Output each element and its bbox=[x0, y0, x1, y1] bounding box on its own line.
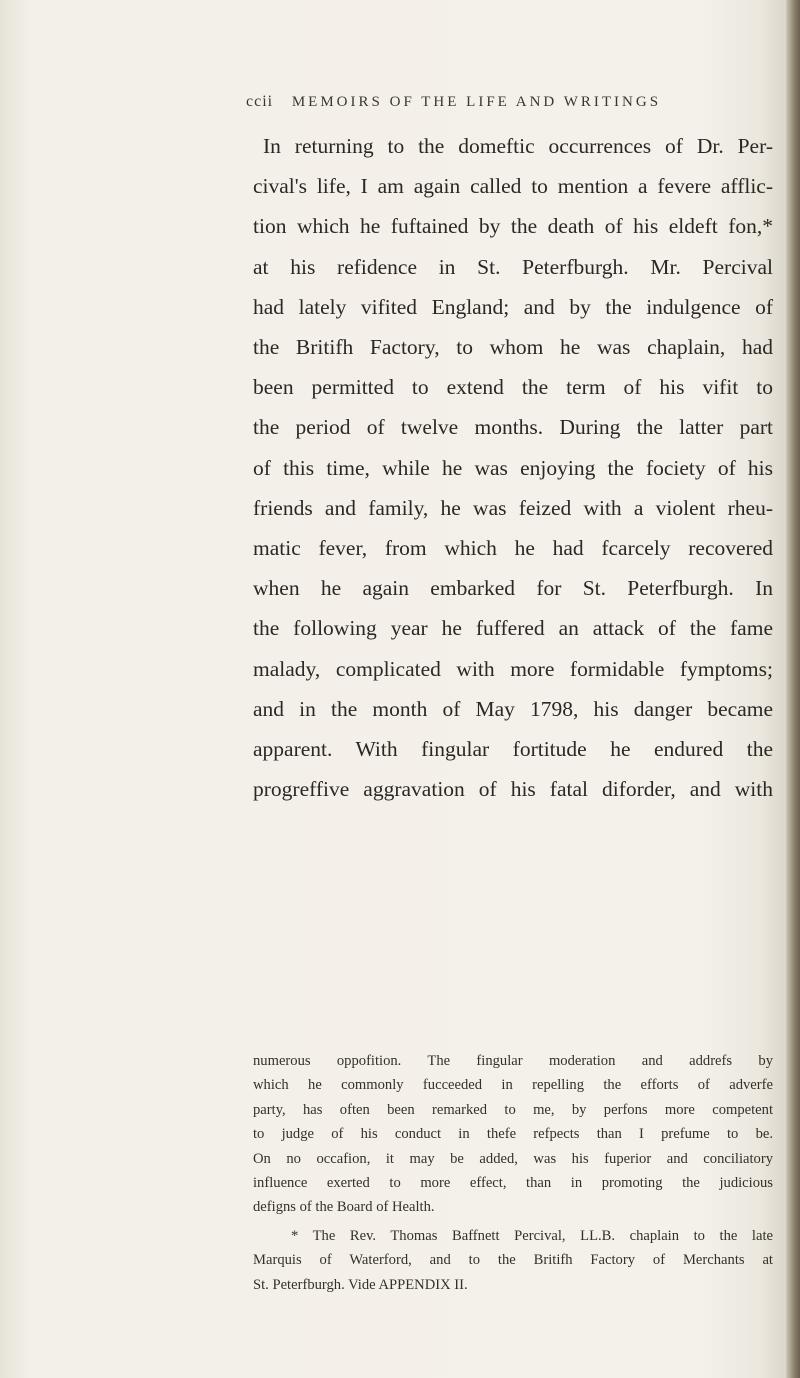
footnote-line: * The Rev. Thomas Baffnett Percival, LL.B. chaplain to the late bbox=[291, 1227, 773, 1244]
footnote-asterisk bbox=[253, 1224, 773, 1297]
text-line: the Britifh Factory, to whom he was chaplain, had bbox=[253, 335, 773, 360]
footnote-line: which he commonly fucceeded in repelling the efforts of adverfe bbox=[253, 1077, 773, 1094]
footnote-line: St. Peterfburgh. Vide APPENDIX II. bbox=[253, 1276, 468, 1293]
text-line: been permitted to extend the term of his vifit to bbox=[253, 375, 773, 400]
text-line: tion which he fuftained by the death of his eldeft fon,* bbox=[253, 214, 773, 239]
text-line: the following year he fuffered an attack of the fame bbox=[253, 616, 773, 641]
text-line: malady, complicated with more formidable fymptoms; bbox=[253, 656, 773, 681]
text-line: of this time, while he was enjoying the fociety of his bbox=[253, 455, 773, 480]
footnote-line: Marquis of Waterford, and to the Britifh Factory of Merchants at bbox=[253, 1252, 773, 1269]
text-line: progreffive aggravation of his fatal diforder, and with bbox=[253, 777, 773, 802]
page-edge-shadow bbox=[786, 0, 800, 1378]
running-header bbox=[246, 93, 800, 111]
text-line: and in the month of May 1798, his danger became bbox=[253, 696, 773, 721]
footnote-line: influence exerted to more effect, than in promoting the judicious bbox=[253, 1175, 773, 1192]
text-line: In returning to the domeftic occurrences of Dr. Per- bbox=[263, 134, 773, 158]
footnote-line: defigns of the Board of Health. bbox=[253, 1199, 435, 1216]
running-title: MEMOIRS OF THE LIFE AND WRITINGS bbox=[291, 94, 662, 110]
footnotes bbox=[253, 1049, 773, 1297]
text-line: had lately vifited England; and by the indulgence of bbox=[253, 294, 773, 319]
text-line: the period of twelve months. During the latter part bbox=[253, 415, 773, 440]
page-number: ccii bbox=[246, 93, 274, 110]
continued-footnote bbox=[253, 1049, 773, 1220]
text-line: apparent. With fingular fortitude he endured the bbox=[253, 737, 773, 762]
footnote-line: numerous oppofition. The fingular moderation and addrefs by bbox=[253, 1053, 773, 1069]
main-paragraph bbox=[253, 126, 773, 809]
text-line: friends and family, he was feized with a violent rheu- bbox=[253, 495, 773, 520]
text-line: matic fever, from which he had fcarcely recovered bbox=[253, 536, 773, 561]
footnote-line: to judge of his conduct in thefe refpects than I prefume to be. bbox=[253, 1126, 773, 1143]
text-line: at his refidence in St. Peterfburgh. Mr. Percival bbox=[253, 254, 773, 279]
text-line: when he again embarked for St. Peterfburgh. In bbox=[253, 576, 773, 601]
text-line: cival's life, I am again called to mention a fevere afflic- bbox=[253, 174, 773, 199]
footnote-line: On no occafion, it may be added, was his fuperior and conciliatory bbox=[253, 1150, 773, 1167]
footnote-line: party, has often been remarked to me, by perfons more competent bbox=[253, 1101, 773, 1118]
